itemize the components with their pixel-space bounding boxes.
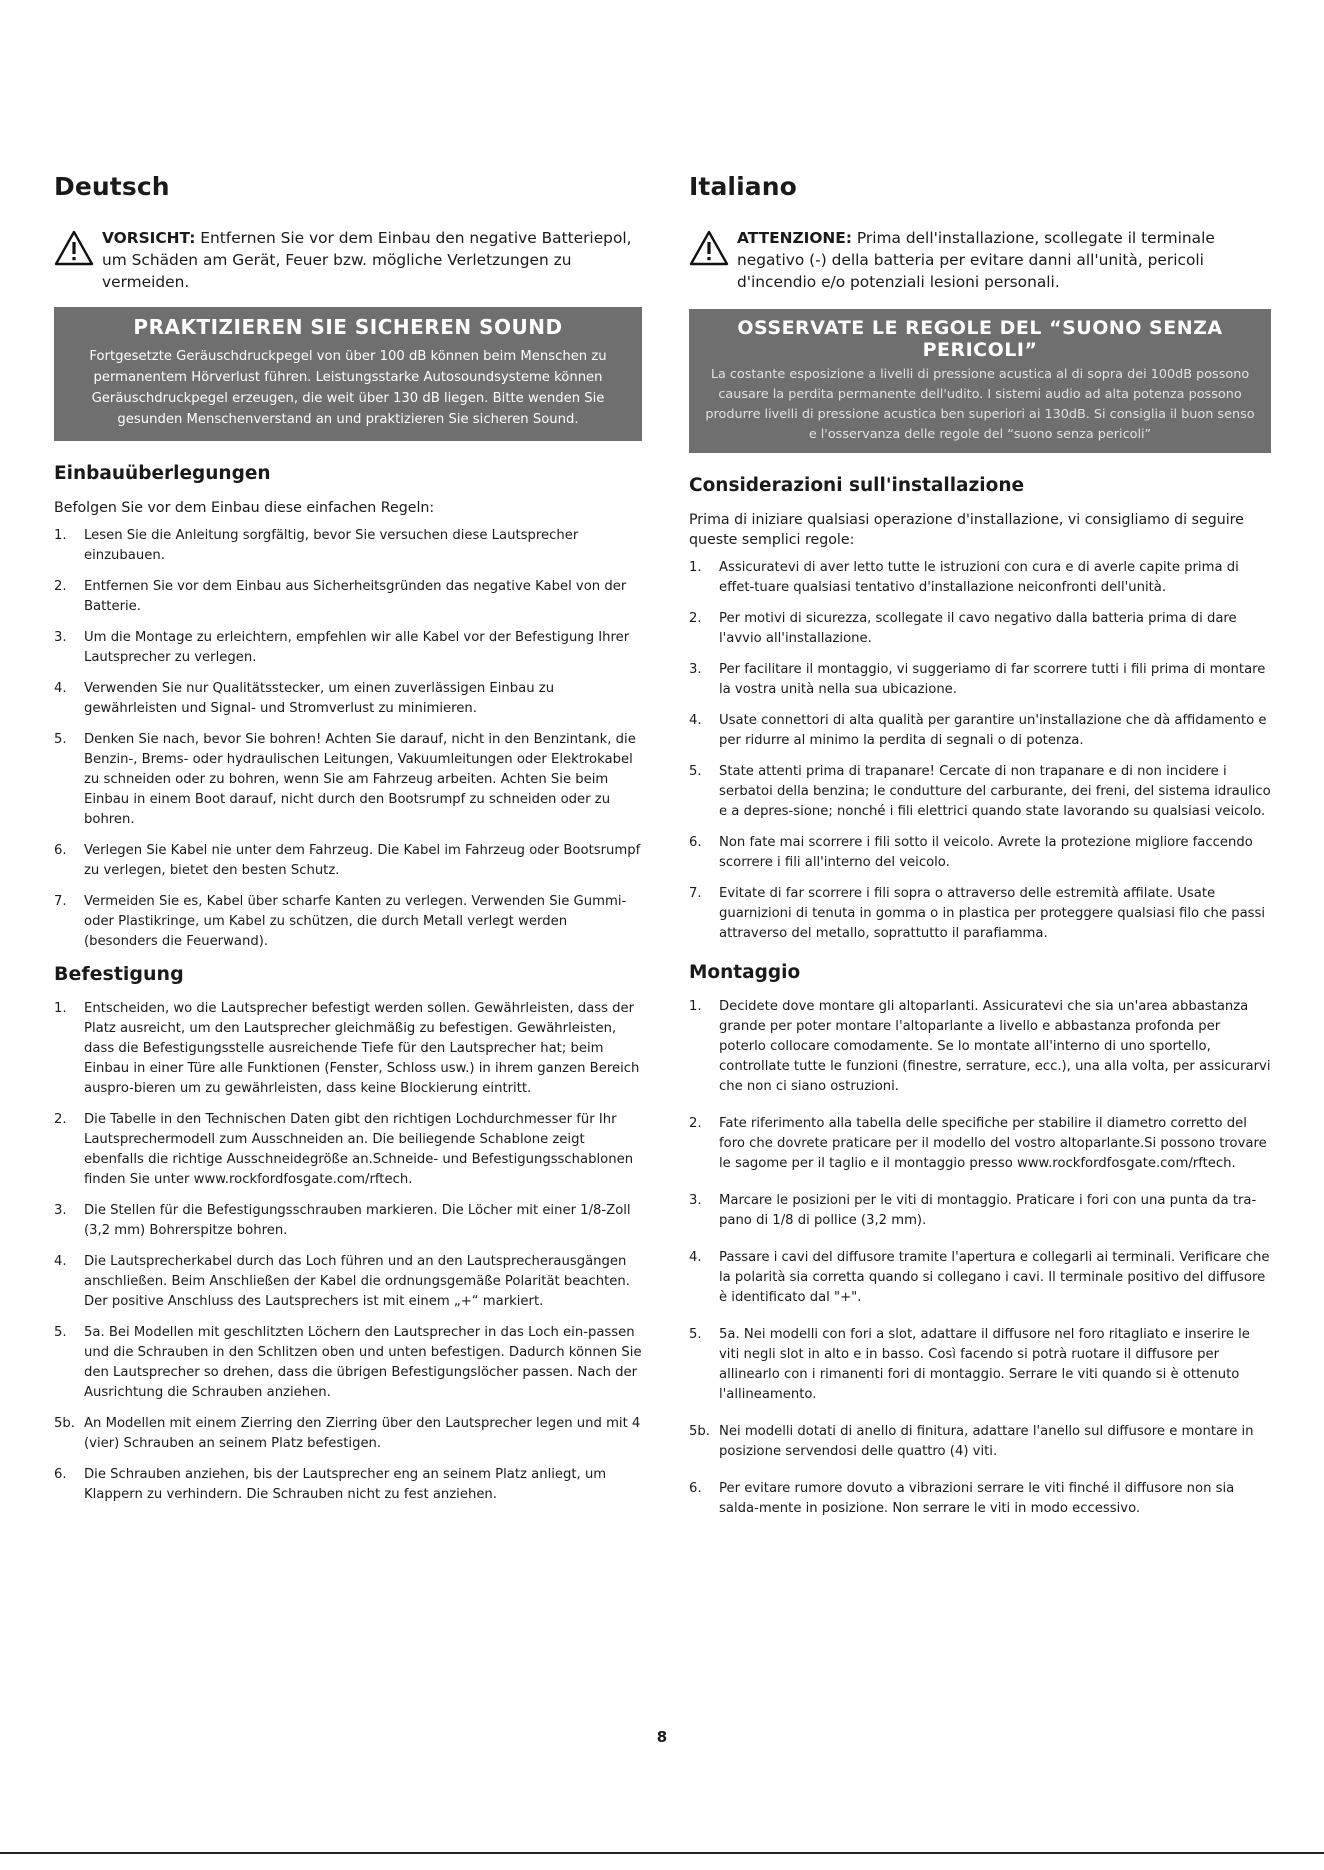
list-item (689, 1479, 1271, 1519)
language-title-deutsch: Deutsch (54, 172, 170, 201)
list-item-text: Die Tabelle in den Technischen Daten gibt den richtigen Lochdurchmesser für Ihr Lautsprechermodell zum Ausschneiden an. Die beiliegende Schablone zeigt ebenfalls die richtige Ausschneidegröße an.Schneide- und Befestigungsschablonen finden Sie unter www.rockfordfosgate.com/rftech. (84, 1112, 634, 1187)
list-item (689, 660, 1271, 700)
list-item-number: 2. (54, 1112, 67, 1127)
list-item (54, 730, 642, 830)
list-item-text: Nei modelli dotati di anello di finitura, adattare l'anello sul diffusore e montare in posizione servendosi delle quattro (4) viti. (719, 1424, 1254, 1459)
list-item (689, 997, 1271, 1097)
list-item (54, 1201, 642, 1241)
list-item-number: 2. (54, 579, 67, 594)
warning-triangle-icon (689, 230, 729, 266)
list-item-text: Assicuratevi di aver letto tutte le istruzioni con cura e di averle capite prima di effet-tuare qualsiasi tentativo d'installazione neiconfronti dell'unità. (719, 560, 1239, 595)
list-item-text: Denken Sie nach, bevor Sie bohren! Achten Sie darauf, nicht in den Benzintank, die Benzin-, Brems- oder hydraulischen Leitungen, Vakuumleitungen oder Elektrokabel zu schneiden oder zu bohren, wenn Sie am Fahrzeug arbeiten. Achten Sie beim Einbau in einem Boot darauf, nicht durch den Bootsrumpf zu schneiden oder zu bohren. (84, 732, 636, 827)
installation-steps-italiano (689, 558, 1271, 944)
list-item-text: Passare i cavi del diffusore tramite l'apertura e collegarli ai terminali. Verificare che la polarità sia corretta quando si collegano i cavi. Il terminale positivo del diffusore è identificato dal "+". (719, 1250, 1270, 1305)
list-item (689, 1114, 1271, 1174)
list-item-number: 3. (54, 1203, 67, 1218)
list-item-number: 5. (54, 1325, 67, 1340)
list-item (54, 999, 642, 1099)
list-item (689, 711, 1271, 751)
list-item-number: 7. (54, 894, 67, 909)
warning-label: VORSICHT: (102, 229, 196, 247)
list-item-text: Die Lautsprecherkabel durch das Loch führen und an den Lautsprecherausgängen anschließen. Beim Anschließen der Kabel die ordnungsgemäße Polarität beachten. Der positive Anschluss des Lautsprechers ist mit einem „+“ markiert. (84, 1254, 630, 1309)
list-item-text: Lesen Sie die Anleitung sorgfältig, bevor Sie versuchen diese Lautsprecher einzubauen. (84, 528, 579, 563)
warning-notice-deutsch (54, 227, 642, 293)
list-item-number: 1. (689, 560, 702, 575)
warning-triangle-icon (54, 230, 94, 266)
list-item-number: 7. (689, 886, 702, 901)
list-item (689, 1422, 1271, 1462)
list-item-text: 5a. Nei modelli con fori a slot, adattare il diffusore nel foro ritagliato e inserire le viti negli slot in alto e in basso. Così facendo si potrà ruotare il diffusore per allinearlo con i rimanenti fori di montaggio. Serrare le viti quando si è ottenuto l'allineamento. (719, 1327, 1250, 1402)
list-item-text: Per facilitare il montaggio, vi suggeriamo di far scorrere tutti i fili prima di montare la vostra unità nella sua ubicazione. (719, 662, 1266, 697)
list-item (54, 1414, 642, 1454)
list-item-text: Verlegen Sie Kabel nie unter dem Fahrzeug. Die Kabel im Fahrzeug oder Bootsrumpf zu verlegen, bietet den besten Schutz. (84, 843, 641, 878)
list-item (54, 577, 642, 617)
list-item-number: 1. (54, 1001, 67, 1016)
list-item (54, 841, 642, 881)
list-item-number: 4. (54, 1254, 67, 1269)
section-title-mounting: Montaggio (689, 962, 801, 983)
column-deutsch (54, 172, 642, 1516)
list-item-number: 3. (54, 630, 67, 645)
list-item-text: Per motivi di sicurezza, scollegate il cavo negativo dalla batteria prima di dare l'avvio all'installazione. (719, 611, 1237, 646)
list-item-text: An Modellen mit einem Zierring den Zierring über den Lautsprecher legen und mit 4 (vier) Schrauben an seinem Platz befestigen. (84, 1416, 641, 1451)
safe-sound-box-deutsch (54, 307, 642, 441)
list-item (54, 1252, 642, 1312)
section-title-installation: Considerazioni sull'installazione (689, 475, 1025, 496)
list-item-number: 6. (54, 1467, 67, 1482)
list-item-text: Die Stellen für die Befestigungsschrauben markieren. Die Löcher mit einer 1/8-Zoll (3,2 mm) Bohrerspitze bohren. (84, 1203, 631, 1238)
list-item (689, 1248, 1271, 1308)
mounting-steps-deutsch (54, 999, 642, 1505)
list-item-number: 5b. (54, 1416, 75, 1431)
list-item-number: 5. (689, 764, 702, 779)
list-item-text: Fate riferimento alla tabella delle specifiche per stabilire il diametro corretto del foro che dovrete praticare per il modello del vostro altoparlante.Si possono trovare le sagome per il taglio e il montaggio presso www.rockfordfosgate.com/rftech. (719, 1116, 1267, 1171)
installation-steps-deutsch (54, 526, 642, 952)
warning-notice-italiano (689, 227, 1271, 293)
list-item-text: Per evitare rumore dovuto a vibrazioni serrare le viti finché il diffusore non sia salda-mente in posizione. Non serrare le viti in modo eccessivo. (719, 1481, 1235, 1516)
list-item (689, 833, 1271, 873)
safe-sound-box-italiano (689, 309, 1271, 453)
list-item-text: Verwenden Sie nur Qualitätsstecker, um einen zuverlässigen Einbau zu gewährleisten und Signal- und Stromverlust zu minimieren. (84, 681, 555, 716)
list-item-number: 5b. (689, 1424, 710, 1439)
list-item-number: 3. (689, 662, 702, 677)
list-item-text: Decidete dove montare gli altoparlanti. Assicuratevi che sia un'area abbastanza grande per poter montare l'altoparlante a livello e abbastanza profonda per poterlo collocare comodamente. Se lo montate all'interno di uno sportello, controllate tutte le funzioni (finestre, serrature, ecc.), una alla volta, per assicurarvi che non ci siano ostruzioni. (719, 999, 1271, 1094)
page-number: 8 (656, 1728, 668, 1746)
list-item (689, 1191, 1271, 1231)
warning-text: Prima dell'installazione, scollegate il terminale negativo (-) della batteria per evitare danni all'unità, pericoli d'incendio e/o potenziali lesioni personali. (737, 229, 1215, 291)
list-item-number: 6. (689, 1481, 702, 1496)
list-item-number: 5. (54, 732, 67, 747)
list-item-number: 6. (54, 843, 67, 858)
mounting-steps-italiano (689, 997, 1271, 1519)
language-title-italiano: Italiano (689, 172, 797, 201)
list-item-text: State attenti prima di trapanare! Cercate di non trapanare e di non incidere i serbatoi della benzina; le condutture del carburante, dei freni, del sistema idraulico e a depres-sione; nonché i fili elettrici quando state lavorando su qualsiasi veicolo. (719, 764, 1271, 819)
section-intro: Befolgen Sie vor dem Einbau diese einfachen Regeln: (54, 500, 435, 516)
list-item-text: Entscheiden, wo die Lautsprecher befestigt werden sollen. Gewährleisten, dass der Platz ausreicht, um den Lautsprecher gleichmäßig zu befestigen. Gewährleisten, dass die Befestigungsstelle ausreichende Tiefe für den Lautsprecher hat; beim Einbau in einer Türe alle Funktionen (Fenster, Schloss usw.) in ihrem ganzen Bereich auspro-bieren um zu gewährleisten, dass keine Blockierung eintritt. (84, 1001, 640, 1096)
list-item-number: 2. (689, 1116, 702, 1131)
safe-sound-text: La costante esposizione a livelli di pressione acustica al di sopra dei 100dB possono causare la perdita permanente dell'udito. I sistemi audio ad alta potenza possono produrre livelli di pressione acustica ben superiori ai 130dB. Si consiglia il buon senso e l'osservanza delle regole del “suono senza pericoli” (705, 367, 1255, 442)
list-item-text: Evitate di far scorrere i fili sopra o attraverso delle estremità affilate. Usate guarnizioni di tenuta in gomma o in plastica per proteggere qualsiasi filo che passi attraverso del metallo, soprattutto il parafiamma. (719, 886, 1266, 941)
safe-sound-title: PRAKTIZIEREN SIE SICHEREN SOUND (133, 315, 563, 339)
list-item-text: Vermeiden Sie es, Kabel über scharfe Kanten zu verlegen. Verwenden Sie Gummi- oder Plastikringe, um Kabel zu schützen, die durch Metall verlegt werden (besonders die Feuerwand). (84, 894, 627, 949)
list-item-number: 1. (54, 528, 67, 543)
list-item-text: Non fate mai scorrere i fili sotto il veicolo. Avrete la protezione migliore faccendo scorrere i fili all'interno del veicolo. (719, 835, 1253, 870)
section-title-installation: Einbauüberlegungen (54, 463, 271, 484)
list-item-text: 5a. Bei Modellen mit geschlitzten Löchern den Lautsprecher in das Loch ein-passen und die Schrauben in den Schlitzen oben und unten befestigen. Dadurch können Sie den Lautsprecher so drehen, dass die übrigen Befestigungslöcher passen. Nach der Ausrichtung die Schrauben anziehen. (84, 1325, 642, 1400)
safe-sound-title: OSSERVATE LE REGOLE DEL “SUONO SENZA PERICOLI” (737, 317, 1223, 361)
list-item-number: 5. (689, 1327, 702, 1342)
list-item-text: Um die Montage zu erleichtern, empfehlen wir alle Kabel vor der Befestigung Ihrer Lautsprecher zu verlegen. (84, 630, 630, 665)
bottom-rule (0, 1852, 1324, 1854)
list-item-number: 4. (689, 713, 702, 728)
list-item (54, 679, 642, 719)
safe-sound-text: Fortgesetzte Geräuschdruckpegel von über 100 dB können beim Menschen zu permanentem Hörverlust führen. Leistungsstarke Autosoundsysteme können Geräuschdruckpegel erzeugen, die weit über 130 dB liegen. Bitte wenden Sie gesunden Menschenverstand an und praktizieren Sie sicheren Sound. (89, 349, 607, 427)
list-item-number: 4. (689, 1250, 702, 1265)
list-item (689, 558, 1271, 598)
list-item (54, 1323, 642, 1403)
list-item-number: 2. (689, 611, 702, 626)
column-italiano (689, 172, 1271, 1536)
section-intro: Prima di iniziare qualsiasi operazione d'installazione, vi consigliamo di seguire queste semplici regole: (689, 512, 1244, 548)
list-item-number: 6. (689, 835, 702, 850)
list-item (54, 1465, 642, 1505)
list-item (689, 609, 1271, 649)
list-item-number: 3. (689, 1193, 702, 1208)
list-item-text: Die Schrauben anziehen, bis der Lautsprecher eng an seinem Platz anliegt, um Klappern zu verhindern. Die Schrauben nicht zu fest anziehen. (84, 1467, 607, 1502)
list-item (54, 628, 642, 668)
list-item (54, 1110, 642, 1190)
list-item-number: 4. (54, 681, 67, 696)
list-item (54, 526, 642, 566)
list-item-text: Entfernen Sie vor dem Einbau aus Sicherheitsgründen das negative Kabel von der Batterie. (84, 579, 627, 614)
list-item (689, 762, 1271, 822)
list-item (54, 892, 642, 952)
warning-label: ATTENZIONE: (737, 229, 852, 247)
list-item-number: 1. (689, 999, 702, 1014)
list-item-text: Marcare le posizioni per le viti di montaggio. Praticare i fori con una punta da tra-pano di 1/8 di pollice (3,2 mm). (719, 1193, 1257, 1228)
warning-text: Entfernen Sie vor dem Einbau den negative Batteriepol, um Schäden am Gerät, Feuer bzw. mögliche Verletzungen zu vermeiden. (102, 229, 632, 291)
list-item (689, 1325, 1271, 1405)
section-title-mounting: Befestigung (54, 963, 184, 985)
list-item-text: Usate connettori di alta qualità per garantire un'installazione che dà affidamento e per ridurre al minimo la perdita di segnali o di potenza. (719, 713, 1267, 748)
list-item (689, 884, 1271, 944)
